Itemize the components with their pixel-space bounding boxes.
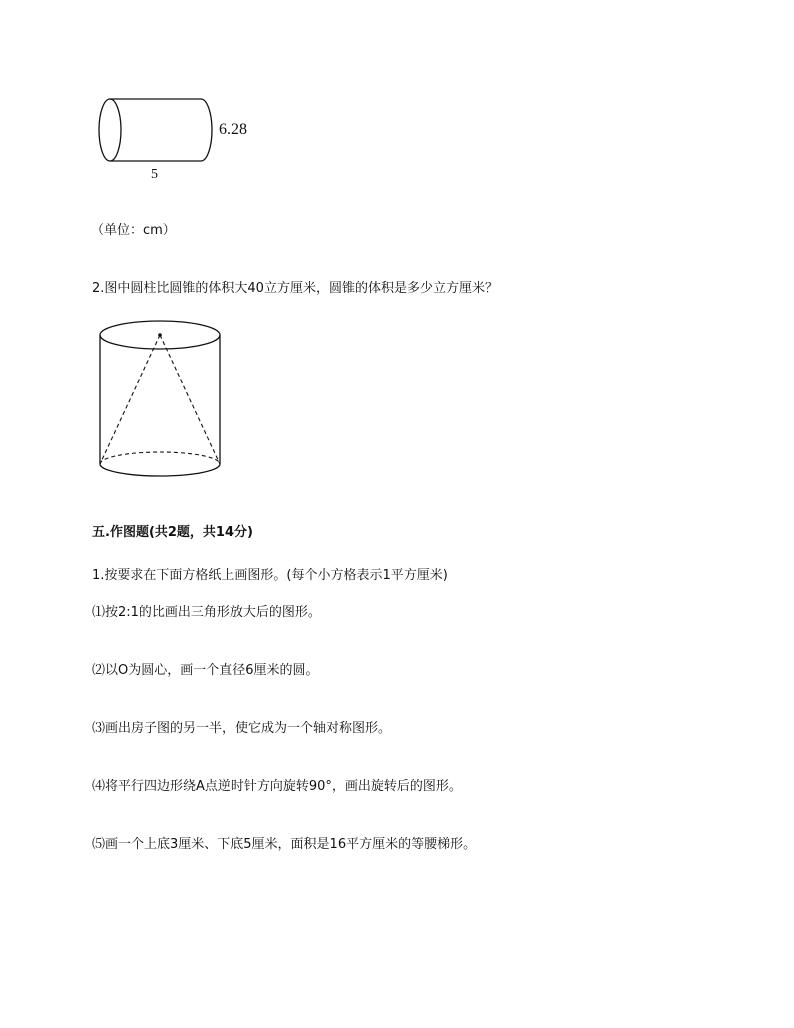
question-1-item-5: ⑸画一个上底3厘米、下底5厘米，面积是16平方厘米的等腰梯形。 <box>92 837 477 852</box>
horizontal-cylinder-figure <box>96 96 226 168</box>
question-1-item-4: ⑷将平行四边形绕A点逆时针方向旋转90°，画出旋转后的图形。 <box>92 779 462 794</box>
unit-note: （单位：cm） <box>91 223 176 238</box>
section-5-heading: 五.作图题(共2题，共14分) <box>92 525 253 540</box>
question-1-item-1: ⑴按2:1的比画出三角形放大后的图形。 <box>92 605 321 620</box>
cylinder-bottom-back-arc <box>100 452 220 464</box>
section-5-question-1-intro: 1.按要求在下面方格纸上画图形。(每个小方格表示1平方厘米) <box>92 568 448 583</box>
cone-apex-dot <box>158 333 162 337</box>
question-1-item-2: ⑵以O为圆心，画一个直径6厘米的圆。 <box>92 663 319 678</box>
cylinder-bottom-front-arc <box>100 464 220 476</box>
cylinder-with-cone-figure <box>98 318 224 478</box>
cone-right-slant <box>160 335 220 464</box>
cylinder-length-label: 5 <box>151 167 158 182</box>
cone-left-slant <box>100 335 160 464</box>
question-2-text: 2.图中圆柱比圆锥的体积大40立方厘米，圆锥的体积是多少立方厘米？ <box>92 281 498 296</box>
question-1-item-3: ⑶画出房子图的另一半，使它成为一个轴对称图形。 <box>92 721 392 736</box>
cylinder-left-end-ellipse <box>99 99 121 161</box>
cylinder-height-label: 6.28 <box>219 121 247 138</box>
cylinder-right-end-arc <box>201 99 212 161</box>
